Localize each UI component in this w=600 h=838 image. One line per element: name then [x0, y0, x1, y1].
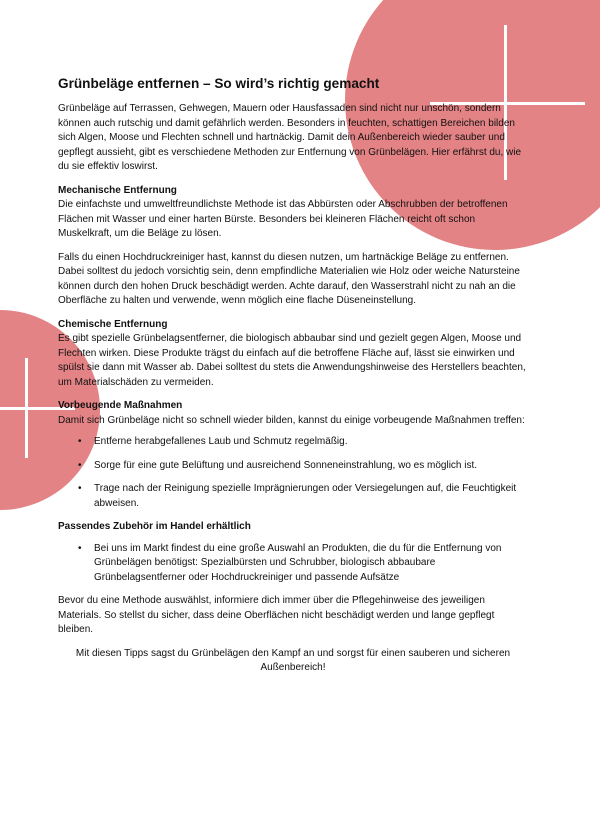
- accessories-heading: Passendes Zubehör im Handel erhältlich: [58, 521, 251, 532]
- chemical-paragraph: Es gibt spezielle Grünbelagsentferner, die biologisch abbaubar sind und gezielt gegen Algen, Moose und Flechten wirken. Diese Produkte trägst du einfach auf die betroffene Fläche auf, lässt sie einwirken und spülst sie dann mit Wasser ab. Dabei solltest du stets die Anwendungshinweise des Herstellers beachten, um Materialschäden zu vermeiden.: [58, 333, 526, 388]
- advice-paragraph: Bevor du eine Methode auswählst, informiere dich immer über die Pflegehinweise des jeweiligen Materials. So stellst du sicher, dass deine Oberflächen nicht beschädigt werden und lange gepflegt bleiben.: [58, 595, 495, 635]
- list-item-text: Entferne herabgefallenes Laub und Schmutz regelmäßig.: [94, 436, 348, 447]
- list-item: [58, 482, 528, 511]
- preventive-intro: Damit sich Grünbeläge nicht so schnell wieder bilden, kannst du einige vorbeugende Maßnahmen treffen:: [58, 414, 525, 426]
- list-item-text: Sorge für eine gute Belüftung und ausreichend Sonneneinstrahlung, wo es möglich ist.: [94, 459, 478, 471]
- list-item: [58, 542, 528, 586]
- closing-paragraph: Mit diesen Tipps sagst du Grünbelägen den Kampf an und sorgst für einen sauberen und sicheren Außenbereich!: [75, 647, 511, 673]
- mechanical-paragraph-2: Falls du einen Hochdruckreiniger hast, kannst du diesen nutzen, um hartnäckige Beläge zu entfernen. Dabei solltest du jedoch vorsichtig sein, denn empfindliche Materialien wie Holz oder weiche Natursteine können durch den hohen Druck beschädigt werden. Achte darauf, den Wasserstrahl nicht zu nah an die Oberfläche zu halten und verwende, wenn möglich eine flache Düseneinstellung.: [58, 251, 520, 306]
- bullet-icon: •: [78, 459, 82, 471]
- list-item-text: Bei uns im Markt findest du eine große Auswahl an Produkten, die du für die Entfernung von Grünbelägen benötigst: Spezialbürsten und Schrubber, biologisch abbaubare Grünbelagsentferner oder Hochdruckreiniger und passende Aufsätze: [94, 542, 502, 583]
- preventive-heading: Vorbeugende Maßnahmen: [58, 400, 183, 411]
- list-item: [58, 459, 528, 474]
- bullet-icon: •: [78, 542, 82, 554]
- mechanical-heading: Mechanische Entfernung: [58, 184, 177, 196]
- bullet-icon: •: [78, 483, 82, 494]
- chemical-heading: Chemische Entfernung: [58, 318, 168, 330]
- intro-paragraph: Grünbeläge auf Terrassen, Gehwegen, Mauern oder Hausfassaden sind nicht nur unschön, sondern können auch rutschig und damit gefährlich werden. Besonders in feuchten, schattigen Bereichen bilden sich Algen, Moose und Flechten schnell und hartnäckig. Damit dein Außenbereich wieder sauber und gepflegt aussieht, gibt es verschiedene Methoden zur Entfernung von Grünbelägen. Hier erfährst du, wie du sie effektiv loswirst.: [58, 103, 522, 172]
- mechanical-paragraph-1: Die einfachste und umweltfreundlichste Methode ist das Abbürsten oder Abschrubben der betroffenen Flächen mit Wasser und einer harten Bürste. Besonders bei kleineren Flächen reicht oft schon Muskelkraft, um die Beläge zu lösen.: [58, 199, 508, 239]
- bullet-icon: •: [78, 436, 82, 447]
- document-body: [58, 76, 528, 685]
- list-item: [58, 435, 528, 450]
- list-item-text: Trage nach der Reinigung spezielle Imprägnierungen oder Versiegelungen auf, die Feuchtigkeit abweisen.: [94, 483, 517, 509]
- preventive-list: [58, 435, 528, 511]
- document-title: Grünbeläge entfernen – So wird’s richtig gemacht: [58, 76, 380, 91]
- accessories-list: [58, 542, 528, 586]
